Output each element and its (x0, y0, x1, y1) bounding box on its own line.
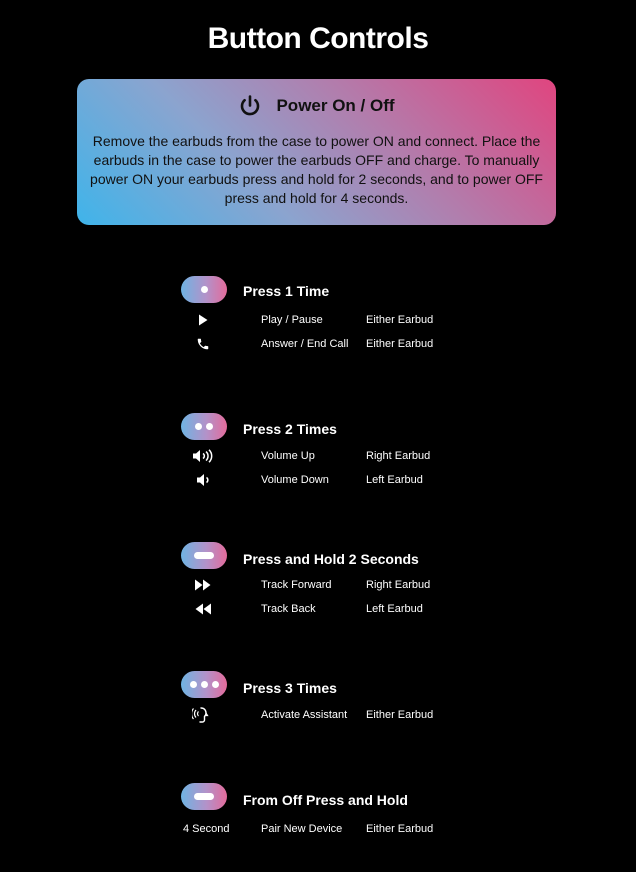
press-indicator-1-dot (181, 276, 227, 303)
control-row (0, 575, 636, 595)
press-indicator-3-dots (181, 671, 227, 698)
rewind-icon (190, 599, 216, 619)
section-title: Press 3 Times (243, 680, 337, 696)
control-row (0, 470, 636, 490)
control-earbud: Left Earbud (366, 474, 423, 486)
play-icon (190, 310, 216, 330)
control-action: Volume Down (261, 474, 329, 486)
press-indicator-hold-bar (181, 783, 227, 810)
voice-assistant-icon (190, 705, 216, 725)
power-card (77, 79, 556, 225)
control-row (0, 310, 636, 330)
control-action: Activate Assistant (261, 709, 348, 721)
press-indicator-hold-bar (181, 542, 227, 569)
control-action: Answer / End Call (261, 338, 349, 350)
page-title: Button Controls (207, 22, 429, 55)
control-earbud: Either Earbud (366, 314, 434, 326)
power-icon (238, 94, 262, 118)
control-row (0, 705, 636, 725)
control-row (0, 819, 636, 839)
control-earbud: Either Earbud (366, 338, 434, 350)
duration-label: 4 Second (183, 823, 230, 835)
control-action: Track Forward (261, 579, 332, 591)
section-title: Press 1 Time (243, 283, 330, 299)
section-title: Press 2 Times (243, 421, 337, 437)
section-title: From Off Press and Hold (243, 792, 408, 808)
control-row (0, 446, 636, 466)
control-action: Volume Up (261, 450, 315, 462)
control-earbud: Right Earbud (366, 579, 431, 591)
control-earbud: Left Earbud (366, 603, 423, 615)
section-title: Press and Hold 2 Seconds (243, 551, 419, 567)
power-description: Remove the earbuds from the case to power ON and connect. Place the earbuds in the case to power the earbuds OFF and charge. To manually power ON your earbuds press and hold for 2 seconds, and to power OFF press and hold for 4 seconds. (90, 133, 543, 206)
phone-icon (190, 334, 216, 354)
control-row (0, 334, 636, 354)
volume-up-icon (190, 446, 216, 466)
fast-forward-icon (190, 575, 216, 595)
control-row (0, 599, 636, 619)
control-earbud: Right Earbud (366, 450, 431, 462)
control-action: Track Back (261, 603, 316, 615)
control-earbud: Either Earbud (366, 709, 434, 721)
control-action: Play / Pause (261, 314, 323, 326)
press-indicator-2-dots (181, 413, 227, 440)
control-earbud: Either Earbud (366, 823, 434, 835)
control-action: Pair New Device (261, 823, 343, 835)
power-title: Power On / Off (276, 96, 395, 115)
volume-down-icon (190, 470, 216, 490)
